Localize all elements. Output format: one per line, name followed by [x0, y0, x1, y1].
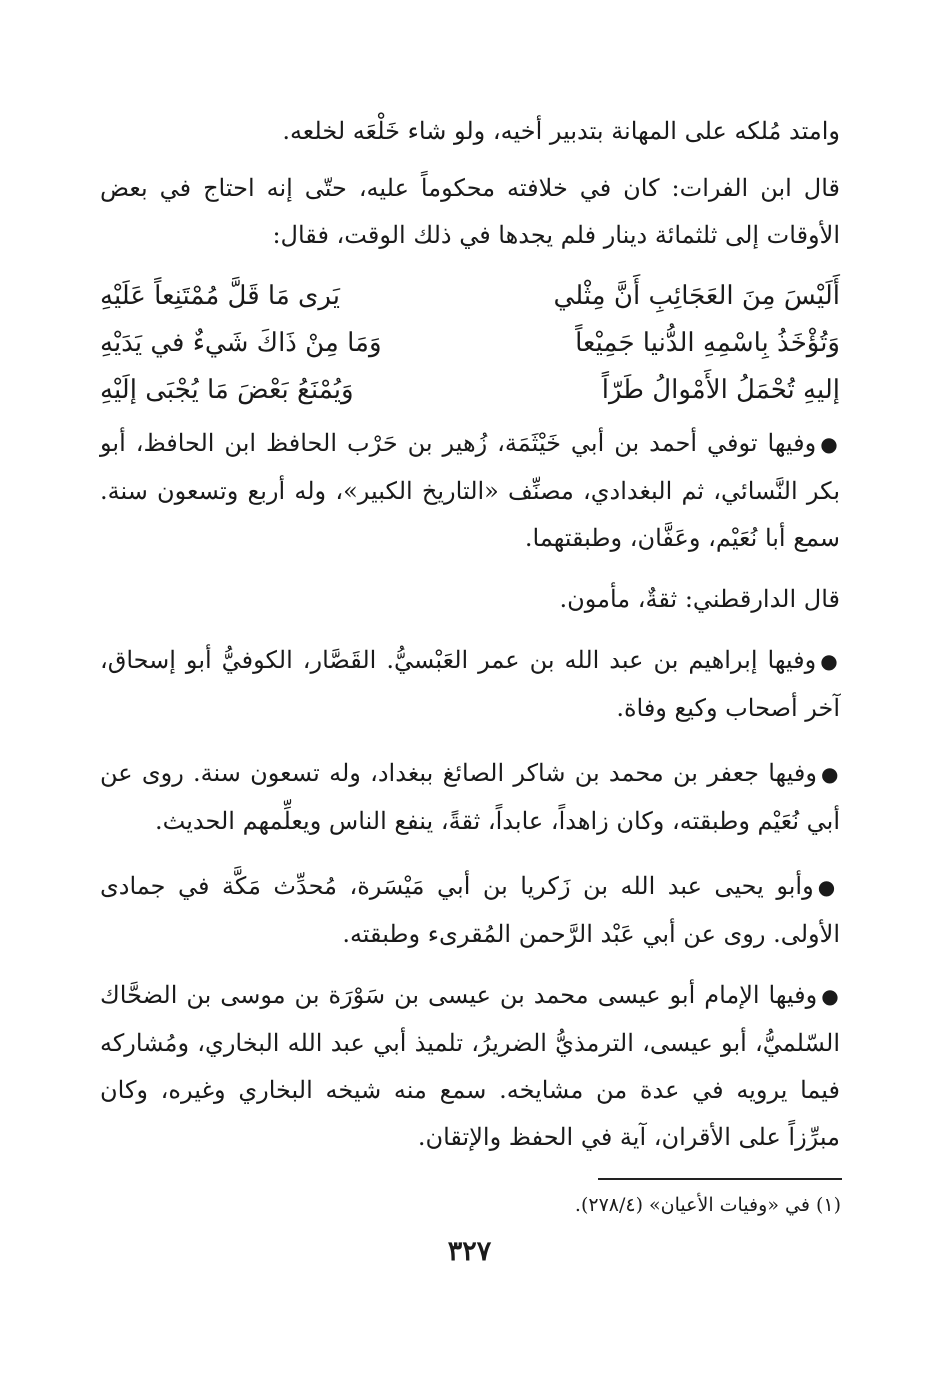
- bullet-icon: ●: [820, 649, 840, 673]
- page-number: ٣٢٧: [447, 1236, 492, 1267]
- entry-paragraph: [100, 637, 840, 732]
- bullet-icon: ●: [821, 984, 841, 1008]
- verse-first-hemistich: إليهِ تُحْمَلُ الأَمْوالُ طَرّاً: [601, 375, 840, 405]
- footnote: (١) في «وفيات الأعيان» (٢٧٨/٤).: [574, 1194, 841, 1216]
- verse-first-hemistich: أَلَيْسَ مِنَ العَجَائِبِ أَنَّ مِثْلي: [553, 281, 840, 311]
- entry-text: وفيها توفي أحمد بن أبي خَيْثَمَة، زُهير بن حَرْب الحافظ ابن الحافظ، أبو بكر النَّسائي، ثم البغدادي، مصنِّف «التاريخ الكبير»، وله أربع وتسعون سنة. سمع أبا نُعَيْم، وعَفَّان، وطبقتهما.: [100, 429, 840, 552]
- bullet-icon: ●: [820, 432, 841, 456]
- entry-paragraph: [100, 420, 840, 562]
- poem-verse: [100, 320, 840, 367]
- footnote-separator: [598, 1178, 842, 1180]
- poem-verse: [100, 273, 840, 320]
- entry-text: وفيها الإمام أبو عيسى محمد بن عيسى بن سَوْرَة بن موسى بن الضحَّاك السّلميُّ، أبو عيسى، الترمذيُّ الضريرُ، تلميذ أبي عبد الله البخاري، ومُشاركه فيما يرويه في عدة من مشايخه. سمع منه شيخه البخاري وغيره، وكان مبرِّزاً على الأقران، آية في الحفظ والإتقان.: [100, 981, 840, 1151]
- entry-paragraph: [100, 972, 840, 1161]
- poem: [100, 273, 840, 414]
- verse-second-hemistich: وَيُمْنَعُ بَعْضَ مَا يُجْبَى إلَيْهِ: [100, 375, 354, 405]
- paragraph: قال ابن الفرات: كان في خلافته محكوماً عليه، حتّى إنه احتاج في بعض الأوقات إلى ثلثمائة دينار فلم يجدها في ذلك الوقت، فقال:: [100, 174, 840, 249]
- entry-paragraph: [100, 750, 840, 845]
- entry-text: وفيها إبراهيم بن عبد الله بن عمر العَبْسيُّ. القَصَّار، الكوفيُّ أبو إسحاق، آخر أصحاب وكيع وفاة.: [100, 646, 840, 722]
- page-body: [100, 108, 840, 1171]
- entry-paragraph: [100, 863, 840, 958]
- paragraph: وامتد مُلكه على المهانة بتدبير أخيه، ولو شاء خَلْعَه لخلعه.: [282, 117, 840, 145]
- bullet-icon: ●: [817, 875, 841, 899]
- entry-text: وأبو يحيى عبد الله بن زَكريا بن أبي مَيْسَرة، مُحدِّث مَكَّة في جمادى الأولى. روى عن أبي عَبْد الرَّحمن المُقرىء وطبقته.: [100, 872, 840, 948]
- poem-verse: [100, 367, 840, 414]
- verse-first-hemistich: وَتُؤْخَذُ بِاسْمِهِ الدُّنيا جَمِيْعاً: [575, 328, 840, 358]
- verse-second-hemistich: يَرى مَا قَلَّ مُمْتَنِعاً عَلَيْهِ: [100, 281, 340, 311]
- entry-text: وفيها جعفر بن محمد بن شاكر الصائغ ببغداد، وله تسعون سنة. روى عن أبي نُعَيْم وطبقته، وكان زاهداً، عابداً، ثقةً، ينفع الناس ويعلِّمهم الحديث.: [100, 759, 840, 835]
- paragraph: قال الدارقطني: ثقةٌ، مأمون.: [559, 585, 840, 613]
- bullet-icon: ●: [820, 762, 841, 786]
- verse-second-hemistich: وَمَا مِنْ ذَاكَ شَيءٌ في يَدَيْهِ: [100, 328, 382, 358]
